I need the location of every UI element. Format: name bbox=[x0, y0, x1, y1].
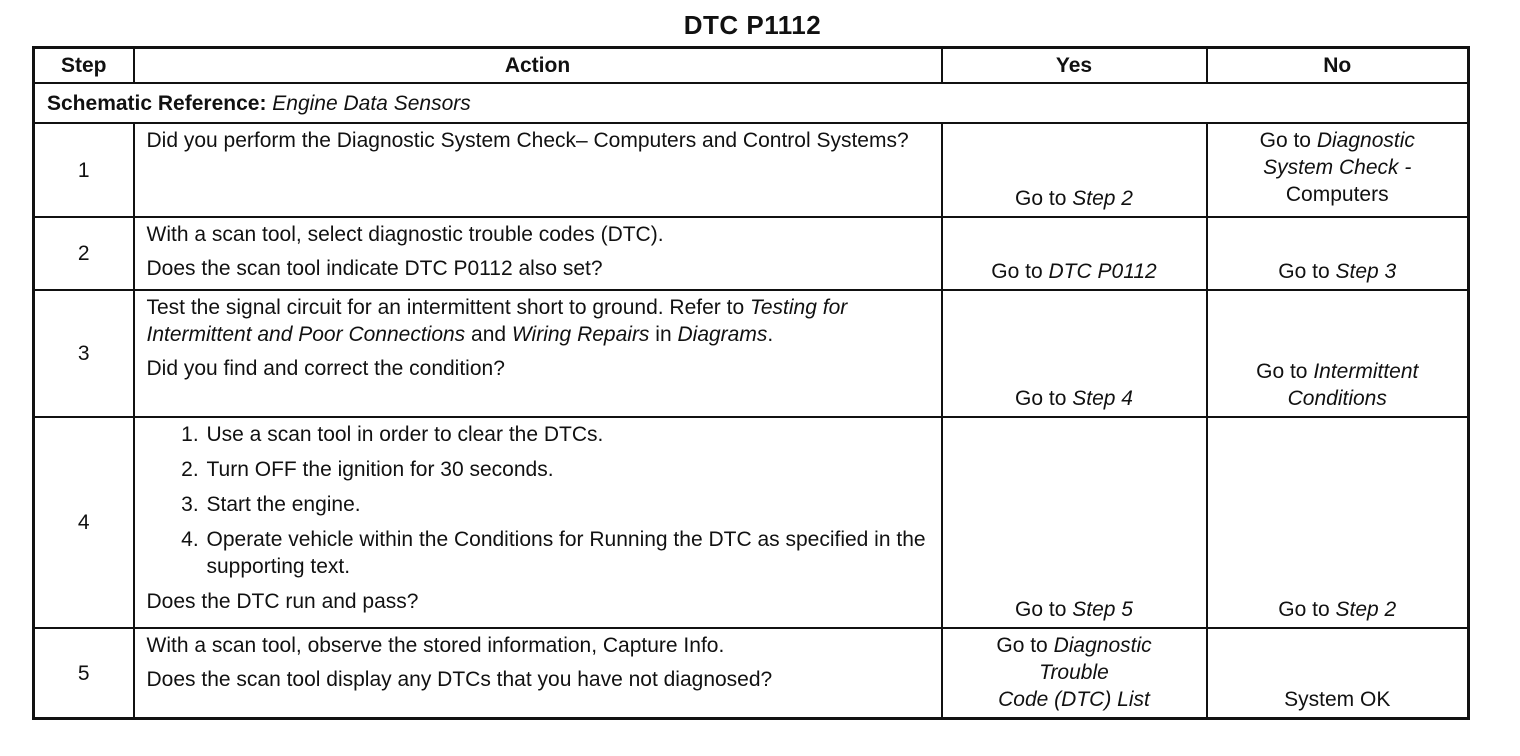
action-cell bbox=[134, 290, 942, 417]
step-number: 1 bbox=[34, 123, 134, 217]
no-reference: Conditions bbox=[1287, 387, 1387, 410]
list-item: 1. Use a scan tool in order to clear the DTCs. bbox=[205, 421, 931, 448]
yes-reference: Step 4 bbox=[1072, 387, 1133, 410]
yes-prefix: Go to bbox=[1015, 598, 1067, 621]
step-number: 5 bbox=[34, 628, 134, 719]
question-text: Did you find and correct the condition? bbox=[146, 357, 505, 380]
table-row bbox=[34, 217, 1469, 290]
no-cell bbox=[1207, 417, 1469, 628]
no-tail: Computers bbox=[1285, 183, 1389, 206]
no-reference: Step 3 bbox=[1335, 260, 1397, 283]
action-text-part: Test the signal circuit for an intermittent short to ground. Refer to bbox=[146, 296, 745, 319]
yes-reference: Code (DTC) List bbox=[998, 688, 1150, 711]
header-yes: Yes bbox=[942, 48, 1207, 84]
yes-prefix: Go to bbox=[991, 260, 1043, 283]
question-text: Does the scan tool display any DTCs that you have not diagnosed? bbox=[146, 668, 773, 691]
action-cell bbox=[134, 628, 942, 719]
action-cell bbox=[134, 417, 942, 628]
no-reference: Intermittent bbox=[1313, 360, 1419, 383]
step-number: 3 bbox=[34, 290, 134, 417]
action-reference: Testing for Intermittent and Poor Connections bbox=[146, 296, 848, 346]
question-text: Does the DTC run and pass? bbox=[146, 590, 419, 613]
no-cell bbox=[1207, 123, 1469, 217]
schematic-value: Engine Data Sensors bbox=[272, 91, 471, 115]
table-row bbox=[34, 628, 1469, 719]
no-prefix: Go to bbox=[1256, 360, 1308, 383]
header-no: No bbox=[1207, 48, 1469, 84]
procedure-list bbox=[147, 421, 931, 580]
yes-prefix: Go to bbox=[996, 634, 1048, 657]
diagnostic-table bbox=[32, 46, 1470, 720]
yes-reference: Diagnostic bbox=[1053, 634, 1152, 657]
action-reference: Wiring Repairs bbox=[511, 323, 650, 346]
yes-prefix: Go to bbox=[1015, 387, 1067, 410]
schematic-label: Schematic Reference: bbox=[47, 91, 267, 115]
yes-reference: DTC P0112 bbox=[1048, 260, 1157, 283]
question-text: Does the scan tool indicate DTC P0112 also set? bbox=[146, 257, 603, 280]
no-reference: Step 2 bbox=[1335, 598, 1397, 621]
no-prefix: Go to bbox=[1278, 598, 1330, 621]
yes-cell bbox=[942, 417, 1207, 628]
yes-reference: Step 2 bbox=[1072, 187, 1133, 210]
no-reference: System Check - bbox=[1263, 156, 1412, 179]
action-text bbox=[147, 294, 931, 348]
action-text-part: in bbox=[655, 323, 672, 346]
page-title: DTC P1112 bbox=[683, 10, 822, 40]
yes-cell bbox=[942, 123, 1207, 217]
schematic-reference bbox=[34, 83, 1469, 123]
header-action: Action bbox=[134, 48, 942, 84]
header-row bbox=[34, 48, 1469, 84]
list-item: 2. Turn OFF the ignition for 30 seconds. bbox=[205, 456, 931, 483]
schematic-row bbox=[34, 83, 1469, 123]
step-number: 4 bbox=[34, 417, 134, 628]
list-item: 4. Operate vehicle within the Conditions for Running the DTC as specified in the supporting text. bbox=[205, 526, 931, 580]
no-prefix: Go to bbox=[1278, 260, 1330, 283]
no-cell: System OK bbox=[1207, 628, 1469, 719]
action-text: With a scan tool, observe the stored information, Capture Info. bbox=[146, 634, 725, 657]
action-cell bbox=[134, 217, 942, 290]
yes-cell bbox=[942, 628, 1207, 719]
action-text-part: and bbox=[471, 323, 507, 346]
list-item: 3. Start the engine. bbox=[205, 491, 931, 518]
yes-cell bbox=[942, 217, 1207, 290]
no-reference: Diagnostic bbox=[1316, 129, 1415, 152]
question-text: Did you perform the Diagnostic System Check– Computers and Control Systems? bbox=[146, 129, 909, 152]
yes-reference: Step 5 bbox=[1072, 598, 1133, 621]
table-row bbox=[34, 417, 1469, 628]
action-text-part: . bbox=[767, 323, 774, 346]
yes-prefix: Go to bbox=[1015, 187, 1067, 210]
table-row bbox=[34, 290, 1469, 417]
no-prefix: Go to bbox=[1259, 129, 1311, 152]
yes-reference: Trouble bbox=[1039, 661, 1109, 684]
action-cell bbox=[134, 123, 942, 217]
no-cell bbox=[1207, 290, 1469, 417]
action-text: With a scan tool, select diagnostic trouble codes (DTC). bbox=[146, 223, 664, 246]
table-row bbox=[34, 123, 1469, 217]
header-step: Step bbox=[34, 48, 134, 84]
step-number: 2 bbox=[34, 217, 134, 290]
no-cell bbox=[1207, 217, 1469, 290]
action-reference: Diagrams bbox=[677, 323, 768, 346]
yes-cell bbox=[942, 290, 1207, 417]
